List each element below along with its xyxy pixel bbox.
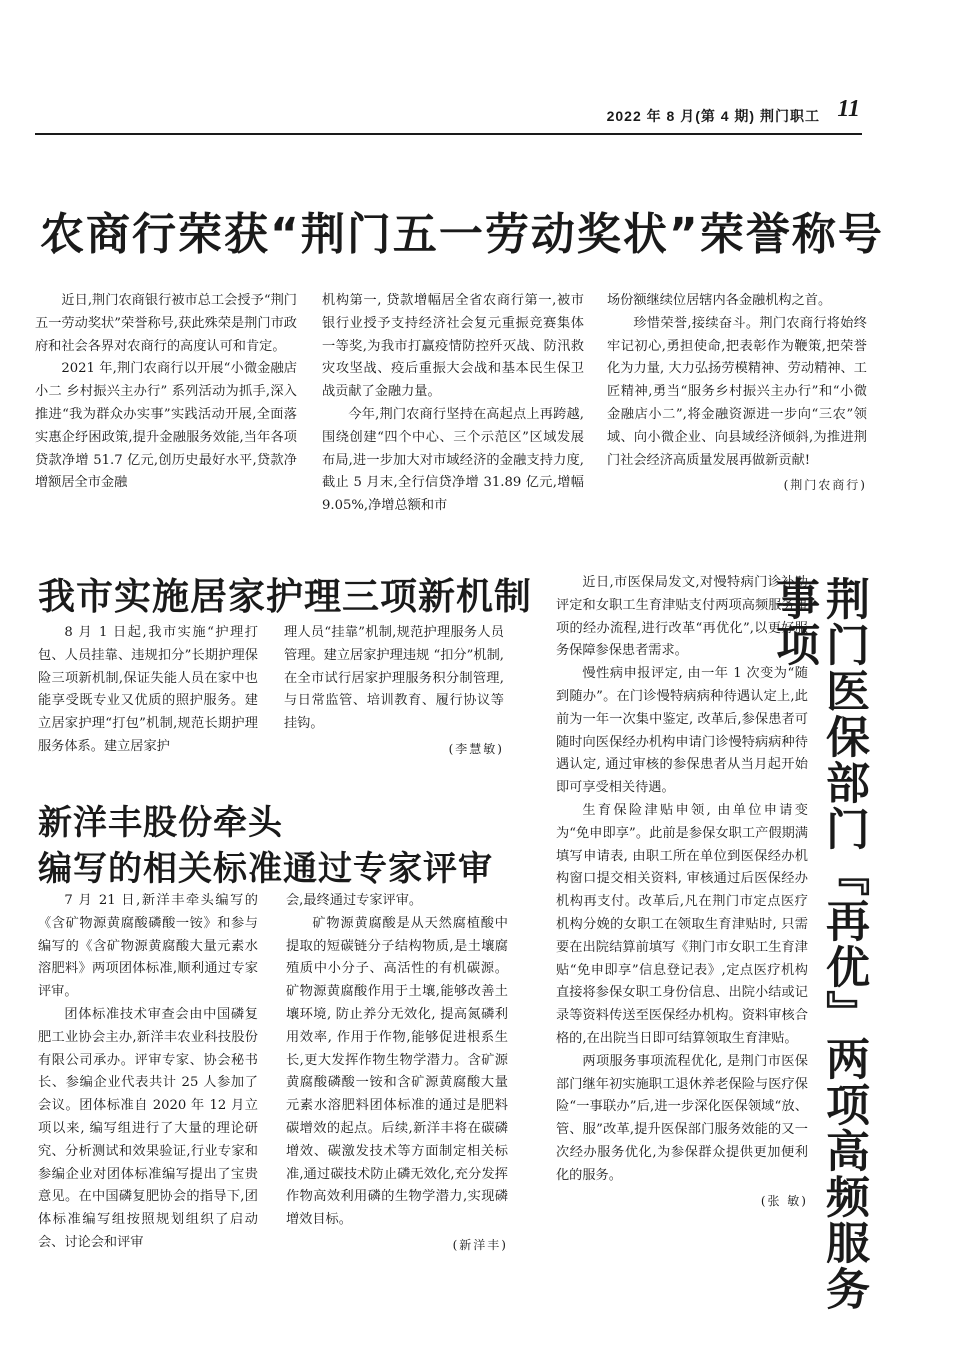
article3-title-line1: 新洋丰股份牵头 [38,803,283,843]
article1-title: 农商行荣获“荆门五一劳动奖状”荣誉称号 [40,209,884,260]
article2-credit: (李慧敏) [448,741,504,756]
paragraph: 8 月 1 日起,我市实施“护理打包、人员挂靠、违规扣分”长期护理保险三项新机制,保证失能人员在家中也能享受既专业又优质的照护服务。建立居家护理“打包”机制,规范长期护理服务体系。建立居家护 [38,625,258,754]
paragraph: 生育保险津贴申领, 由单位申请变为“免申即享”。此前是参保女职工产假期满填写申请表, 由职工所在单位到医保经办机构窗口提交相关资料, 审核通过后医保经办机构再支付。改革后,凡在荆门市定点医疗机构分娩的女职工在领取生育津贴时, 只需要在出院结算前填写《荆门市女职工生育津贴“免申即享”信息登记表》,定点医疗机构直接将参保女职工身份信息、出院小结或记录等资料传送至医保经办机构。资料审核合格的,在出院当日即可结算领取生育津贴。 [556,802,808,1046]
article3-col2 [286,890,508,1257]
article4-credit: (张 敏) [760,1193,808,1208]
issue-info: 2022 年 8 月(第 4 期) 荆门职工 [606,108,820,124]
article4-title: 荆门医保部门『再优』两项高频服务事项 [768,576,869,1312]
article2-col2 [284,622,504,761]
article2-col1 [38,622,258,759]
article1-col2 [322,290,584,518]
article1-col1 [35,290,297,495]
article1-credit: (荆门农商行) [783,478,867,493]
article3-credit: (新洋丰) [452,1237,508,1252]
article2-title: 我市实施居家护理三项新机制 [38,574,532,618]
paragraph: 场份额继续位居辖内各金融机构之首。 [607,293,832,308]
paragraph: 今年,荆门农商行坚持在高起点上再跨越,围绕创建“四个中心、三个示范区”区域发展布局,进一步加大对市域经济的金融支持力度,截止 5 月末,全行信贷净增 31.89 亿元,增幅 9.05%,净增总额和市 [322,406,584,514]
paragraph: 团体标准技术审查会由中国磷复肥工业协会主办,新洋丰农业科技股份有限公司承办。评审专家、协会秘书长、参编企业代表共计 25 人参加了会议。团体标准自 2020 年 12 月立项以来, 编写组进行了大量的理论研究、分析测试和效果验证,行业专家和参编企业对团体标准编写提出了宝贵意见。在中国磷复肥协会的指导下,团体标准编写组按照规划组织了启动会、讨论会和评审 [38,1006,258,1250]
page-number: 11 [837,96,860,122]
header-rule [35,133,862,135]
paragraph: 会,最终通过专家评审。 [286,893,423,908]
article3-title-line2: 编写的相关标准通过专家评审 [38,849,493,889]
paragraph: 近日,荆门农商银行被市总工会授予“荆门五一劳动奖状”荣誉称号,获此殊荣是荆门市政府和社会各界对农商行的高度认可和肯定。 [35,293,297,354]
paragraph: 近日,市医保局发文,对慢特病门诊补助评定和女职工生育津贴支付两项高频服务事项的经办流程,进行改革“再优化”,以更好服务保障参保患者需求。 [556,575,808,659]
article4-col1 [556,572,808,1212]
article3-title [38,800,493,892]
page-header [0,0,960,140]
article1-col3 [607,290,867,497]
paragraph: 慢性病申报评定, 由一年 1 次变为“随到随办”。在门诊慢特病病种待遇认定上,此前为一年一次集中鉴定, 改革后,参保患者可随时向医保经办机构申请门诊慢特病病种待遇认定, 通过审核的参保患者从当月起开始即可享受相关待遇。 [556,666,808,796]
paragraph: 两项服务事项流程优化, 是荆门市医保部门继年初实施职工退休养老保险与医疗保险“一事联办”后,进一步深化医保领域“放、管、服”改革,提升医保部门服务效能的又一次经办服务优化,为参保群众提供更加便利化的服务。 [556,1053,808,1183]
article3-col1 [38,890,258,1255]
paragraph: 珍惜荣誉,接续奋斗。荆门农商行将始终牢记初心,勇担使命,把表彰作为鞭策,把荣誉化为力量, 大力弘扬劳模精神、劳动精神、工匠精神,勇当“服务乡村振兴主办行”和“小微金融店小二”,将金融资源进一步向“三农”领域、向小微企业、向县域经济倾斜,为推进荆门社会经济高质量发展再做新贡献! [607,315,867,468]
paragraph: 7 月 21 日,新洋丰牵头编写的《含矿物源黄腐酸磷酸一铵》和参与编写的《含矿物源黄腐酸大量元素水溶肥料》两项团体标准,顺利通过专家评审。 [38,893,258,1000]
paragraph: 矿物源黄腐酸是从天然腐植酸中提取的短碳链分子结构物质,是土壤腐殖质中小分子、高活性的有机碳源。矿物源黄腐酸作用于土壤,能够改善土壤环境, 防止养分无效化, 提高氮磷利用效率, 作用于作物,能够促进根系生长,更大发挥作物生物学潜力。含矿源黄腐酸磷酸一铵和含矿源黄腐酸大量元素水溶肥料团体标准的通过是肥料碳增效的起点。后续,新洋丰将在碳磷增效、碳激发技术等方面制定相关标准,通过碳技术防止磷无效化,充分发挥作物高效利用磷的生物学潜力,实现磷增效目标。 [286,915,508,1228]
paragraph: 机构第一, 贷款增幅居全省农商行第一,被市银行业授予支持经济社会复元重振竞赛集体一等奖,为我市打赢疫情防控歼灭战、防汛救灾攻坚战、疫后重振大会战和基本民生保卫战贡献了金融力量。 [322,293,584,400]
paragraph: 理人员“挂靠”机制,规范护理服务人员管理。建立居家护理违规 “扣分”机制,在全市试行居家护理服务积分制管理,与日常监管、培训教育、履行协议等挂钩。 [284,625,504,732]
paragraph: 2021 年,荆门农商行以开展“小微金融店小二 乡村振兴主办行” 系列活动为抓手,深入推进“我为群众办实事”实践活动开展,全面落实惠企纾困政策,提升金融服务效能,当年各项贷款净增 51.7 亿元,创历史最好水平,贷款净增额居全市金融 [35,361,297,491]
